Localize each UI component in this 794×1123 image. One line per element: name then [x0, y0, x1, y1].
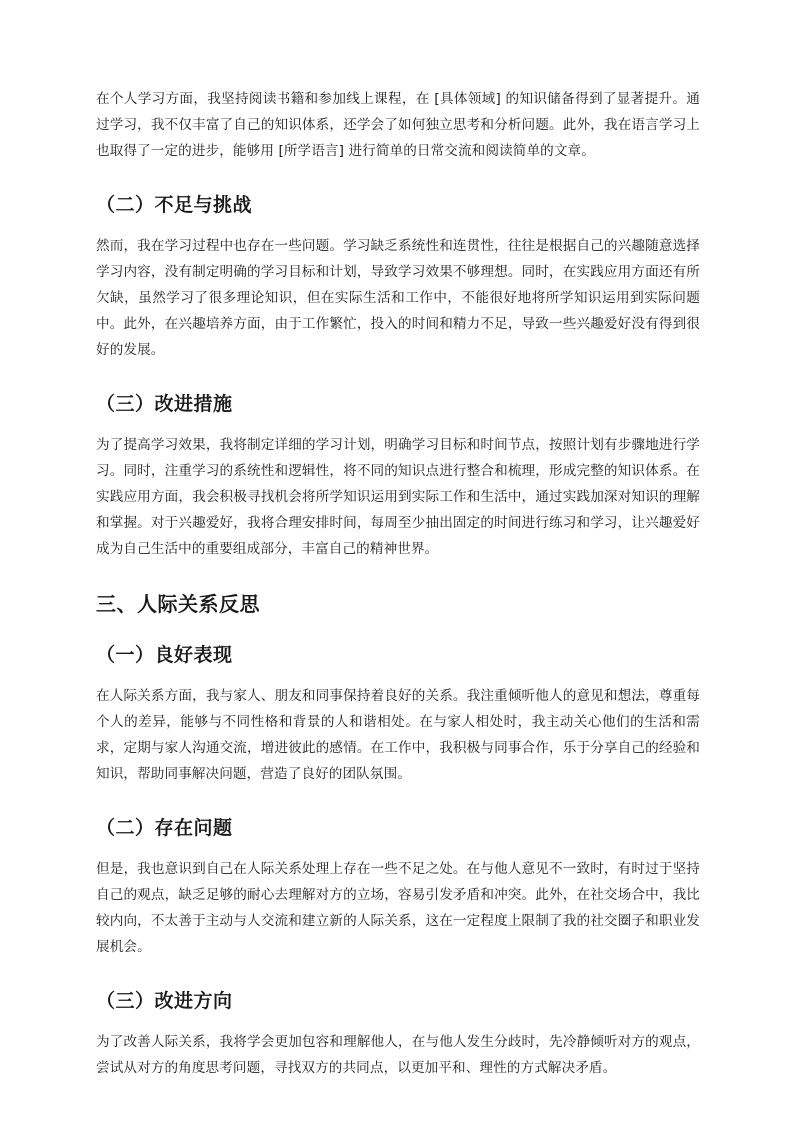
heading-existing-problems: （二）存在问题 — [96, 817, 233, 839]
paragraph-personal-learning: 在个人学习方面，我坚持阅读书籍和参加线上课程，在 [具体领域] 的知识储备得到了显著提升。通过学习，我不仅丰富了自己的知识体系，还学会了如何独立思考和分析问题。此外，我在语言学习上也取得了一定的进步，能够用 [所学语言] 进行简单的日常交流和阅读简单的文章。 — [96, 91, 700, 159]
heading-interpersonal-reflection: 三、人际关系反思 — [96, 592, 260, 616]
document-page — [96, 86, 700, 1081]
heading-shortcomings: （二）不足与挑战 — [96, 194, 253, 216]
paragraph-improvement-direction: 为了改善人际关系，我将学会更加包容和理解他人，在与他人发生分歧时，先冷静倾听对方的观点，尝试从对方的角度思考问题，寻找双方的共同点，以更加平和、理性的方式解决矛盾。 — [96, 1034, 700, 1076]
paragraph-improvement-measures: 为了提高学习效果，我将制定详细的学习计划，明确学习目标和时间节点，按照计划有步骤地进行学习。同时，注重学习的系统性和逻辑性，将不同的知识点进行整合和梳理，形成完整的知识体系。在实践应用方面，我会积极寻找机会将所学知识运用到实际工作和生活中，通过实践加深对知识的理解和掌握。对于兴趣爱好，我将合理安排时间，每周至少抽出固定的时间进行练习和学习，让兴趣爱好成为自己生活中的重要组成部分，丰富自己的精神世界。 — [96, 437, 700, 557]
paragraph-shortcomings: 然而，我在学习过程中也存在一些问题。学习缺乏系统性和连贯性，往往是根据自己的兴趣随意选择学习内容，没有制定明确的学习目标和计划，导致学习效果不够理想。同时，在实践应用方面还有所欠缺，虽然学习了很多理论知识，但在实际生活和工作中，不能很好地将所学知识运用到实际问题中。此外，在兴趣培养方面，由于工作繁忙，投入的时间和精力不足，导致一些兴趣爱好没有得到很好的发展。 — [96, 238, 700, 358]
heading-improvement-measures: （三）改进措施 — [96, 393, 233, 415]
heading-good-performance: （一）良好表现 — [96, 644, 233, 666]
heading-improvement-direction: （三）改进方向 — [96, 990, 233, 1012]
paragraph-good-performance: 在人际关系方面，我与家人、朋友和同事保持着良好的关系。我注重倾听他人的意见和想法，尊重每个人的差异，能够与不同性格和背景的人和谐相处。在与家人相处时，我主动关心他们的生活和需求，定期与家人沟通交流，增进彼此的感情。在工作中，我积极与同事合作，乐于分享自己的经验和知识，帮助同事解决问题，营造了良好的团队氛围。 — [96, 688, 700, 782]
paragraph-existing-problems: 但是，我也意识到自己在人际关系处理上存在一些不足之处。在与他人意见不一致时，有时过于坚持自己的观点，缺乏足够的耐心去理解对方的立场，容易引发矛盾和冲突。此外，在社交场合中，我比较内向，不太善于主动与人交流和建立新的人际关系，这在一定程度上限制了我的社交圈子和职业发展机会。 — [96, 861, 700, 955]
